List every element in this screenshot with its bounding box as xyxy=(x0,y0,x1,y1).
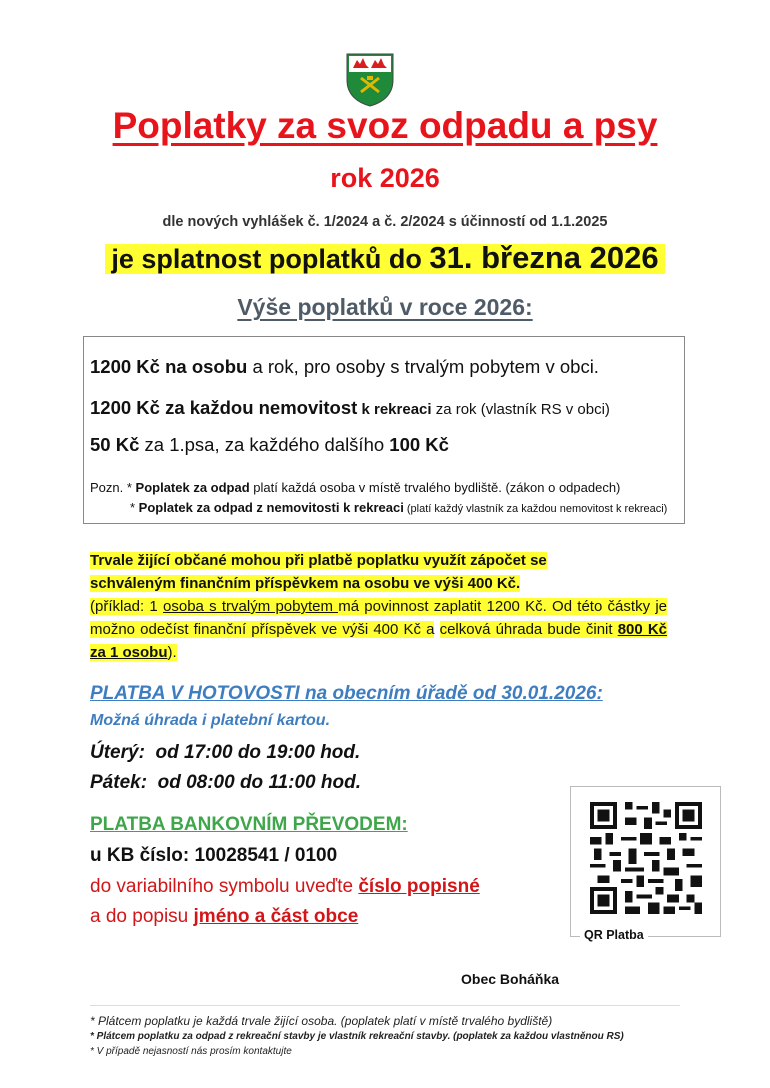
decree-reference: dle nových vyhlášek č. 1/2024 a č. 2/2024 s účinností od 1.1.2025 xyxy=(162,214,608,230)
qr-code-icon xyxy=(590,802,702,914)
due-date-banner xyxy=(0,240,770,276)
variable-symbol-instruction: do variabilního symbolu uveďte číslo popisné xyxy=(90,876,480,897)
page-title: Poplatky za svoz odpadu a psy xyxy=(112,105,658,146)
bank-account: u KB číslo: 10028541 / 0100 xyxy=(90,845,338,866)
discount-info xyxy=(90,549,667,664)
signature: Obec Boháňka xyxy=(461,971,560,987)
discount-line-1: Trvale žijící občané mohou při platbě poplatku využít zápočet se xyxy=(90,552,547,569)
note-waste-property: * Poplatek za odpad z nemovitosti k rekreaci (platí každý vlastník za každou nemovitost k rekreaci) xyxy=(130,500,668,515)
hours-friday: Pátek: od 08:00 do 11:00 hod. xyxy=(90,772,362,793)
coat-of-arms-icon xyxy=(345,52,395,107)
due-prefix: je splatnost poplatků do xyxy=(111,244,430,274)
description-instruction: a do popisu jméno a část obce xyxy=(90,906,359,927)
rate-property: 1200 Kč za každou nemovitost k rekreaci za rok (vlastník RS v obci) xyxy=(90,397,610,418)
discount-example: (příklad: 1 osoba s trvalým pobytem má povinnost zaplatit 1200 Kč. Od této částky je možno odečíst finanční příspěvek ve výši 400 Kč a celková úhrada bude činit 800 Kč za 1 osobu). xyxy=(90,598,668,661)
rate-person: 1200 Kč na osobu a rok, pro osoby s trvalým pobytem v obci. xyxy=(90,356,599,377)
hours-tuesday: Úterý: od 17:00 do 19:00 hod. xyxy=(90,742,361,763)
year-subtitle: rok 2026 xyxy=(330,163,440,193)
footnote-3: * V případě nejasností nás prosím kontaktujte xyxy=(90,1046,292,1057)
discount-line-2: schváleným finančním příspěvkem na osobu ve výši 400 Kč. xyxy=(90,575,521,592)
card-payment-note: Možná úhrada i platební kartou. xyxy=(90,712,331,729)
footnote-2: * Plátcem poplatku za odpad z rekreační stavby je vlastník rekreační stavby. (poplatek za každou vlastněnou RS) xyxy=(90,1031,624,1042)
cash-payment-heading: PLATBA V HOTOVOSTI na obecním úřadě od 30.01.2026: xyxy=(90,683,603,704)
qr-label: QR Platba xyxy=(580,928,648,942)
rate-dog: 50 Kč za 1.psa, za každého dalšího 100 Kč xyxy=(90,434,449,455)
due-date: 31. března 2026 xyxy=(429,240,659,275)
note-waste-person: Pozn. * Poplatek za odpad platí každá osoba v místě trvalého bydliště. (zákon o odpadech) xyxy=(90,480,621,495)
footnote-1: * Plátcem poplatku je každá trvale žijící osoba. (poplatek platí v místě trvalého bydliště) xyxy=(90,1014,553,1028)
bank-transfer-heading: PLATBA BANKOVNÍM PŘEVODEM: xyxy=(90,814,408,835)
rates-heading: Výše poplatků v roce 2026: xyxy=(237,294,533,320)
footnote-divider xyxy=(90,1005,680,1006)
